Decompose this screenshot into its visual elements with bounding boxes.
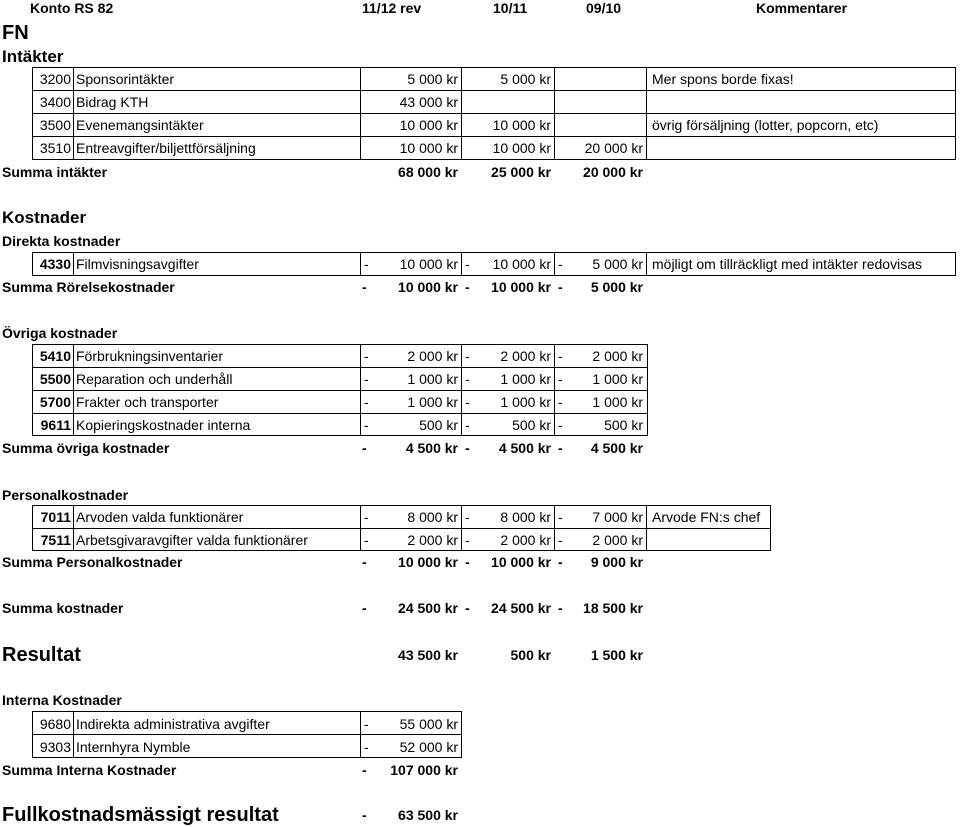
sum-kostnader-label: Summa kostnader	[2, 600, 124, 616]
sum-kostnader-v2: 24 500 kr	[491, 600, 551, 616]
minus-sign: -	[465, 600, 470, 616]
ovrig-name: Frakter och transporter	[76, 394, 219, 410]
ovrig-v2: 2 000 kr	[500, 348, 551, 364]
direkt-v2: 10 000 kr	[492, 256, 551, 272]
minus-sign: -	[465, 348, 470, 364]
intakt-code: 3400	[39, 94, 71, 110]
minus-sign: -	[465, 256, 470, 272]
minus-sign: -	[558, 532, 563, 548]
minus-sign: -	[465, 554, 470, 570]
interna-v1: 55 000 kr	[399, 716, 458, 732]
sum-ovriga-v1: 4 500 kr	[405, 440, 458, 456]
interna-title: Interna Kostnader	[2, 692, 122, 708]
minus-sign: -	[465, 440, 470, 456]
direkt-code: 4330	[39, 256, 71, 272]
ovrig-v1: 500 kr	[419, 417, 458, 433]
minus-sign: -	[558, 394, 563, 410]
resultat-label: Resultat	[2, 644, 81, 666]
sum-direkta-v2: 10 000 kr	[491, 279, 551, 295]
direkt-v3: 5 000 kr	[592, 256, 643, 272]
sum-direkta-v1: 10 000 kr	[398, 279, 458, 295]
intakt-v1: 43 000 kr	[399, 94, 458, 110]
minus-sign: -	[362, 440, 367, 456]
ovriga-title: Övriga kostnader	[2, 325, 118, 341]
minus-sign: -	[364, 256, 369, 272]
personal-comment: Arvode FN:s chef	[652, 509, 761, 525]
ovrig-name: Reparation och underhåll	[76, 371, 233, 387]
minus-sign: -	[558, 509, 563, 525]
personal-code: 7011	[40, 509, 71, 525]
intakter-title: Intäkter	[2, 47, 64, 66]
intakt-name: Sponsorintäkter	[76, 71, 175, 87]
personal-v3: 2 000 kr	[592, 532, 643, 548]
ovrig-v1: 1 000 kr	[407, 371, 458, 387]
ovrig-code: 5500	[39, 371, 71, 387]
sum-intakter-v2: 25 000 kr	[491, 164, 551, 180]
minus-sign: -	[465, 509, 470, 525]
sum-personal-label: Summa Personalkostnader	[2, 554, 183, 570]
interna-name: Indirekta administrativa avgifter	[76, 716, 270, 732]
ovrig-v1: 2 000 kr	[407, 348, 458, 364]
personal-v1: 8 000 kr	[407, 509, 458, 525]
intakt-v1: 5 000 kr	[407, 71, 458, 87]
minus-sign: -	[558, 554, 563, 570]
ovrig-code: 5410	[39, 348, 71, 364]
minus-sign: -	[362, 279, 367, 295]
minus-sign: -	[558, 279, 563, 295]
ovrig-name: Förbrukningsinventarier	[76, 348, 224, 364]
intakt-comment: övrig försäljning (lotter, popcorn, etc)	[652, 117, 879, 133]
minus-sign: -	[558, 440, 563, 456]
minus-sign: -	[364, 394, 369, 410]
intakt-name: Evenemangsintäkter	[76, 117, 204, 133]
resultat-v3: 1 500 kr	[590, 647, 643, 663]
intakt-code: 3510	[39, 140, 71, 156]
minus-sign: -	[364, 417, 369, 433]
resultat-v1: 43 500 kr	[398, 647, 458, 663]
minus-sign: -	[364, 739, 369, 755]
ovrig-v2: 1 000 kr	[500, 394, 551, 410]
minus-sign: -	[362, 554, 367, 570]
minus-sign: -	[558, 371, 563, 387]
personal-name: Arbetsgivaravgifter valda funktionärer	[76, 532, 308, 548]
sum-direkta-v3: 5 000 kr	[590, 279, 643, 295]
intakt-v2: 10 000 kr	[492, 117, 551, 133]
ovrig-v2: 1 000 kr	[500, 371, 551, 387]
intakt-v2: 10 000 kr	[492, 140, 551, 156]
sum-direkta-label: Summa Rörelsekostnader	[2, 279, 175, 295]
personal-v3: 7 000 kr	[592, 509, 643, 525]
header-col-1: 11/12 rev	[362, 0, 422, 16]
unit-title: FN	[2, 22, 29, 44]
ovrig-v3: 500 kr	[604, 417, 643, 433]
minus-sign: -	[364, 348, 369, 364]
sum-intakter-v3: 20 000 kr	[583, 164, 643, 180]
sum-personal-v3: 9 000 kr	[590, 554, 643, 570]
ovrig-v1: 1 000 kr	[407, 394, 458, 410]
minus-sign: -	[465, 371, 470, 387]
sum-personal-v2: 10 000 kr	[491, 554, 551, 570]
minus-sign: -	[362, 600, 367, 616]
sum-ovriga-label: Summa övriga kostnader	[2, 440, 170, 456]
interna-name: Internhyra Nymble	[76, 739, 191, 755]
ovrig-code: 9611	[40, 417, 71, 433]
intakt-v2: 5 000 kr	[500, 71, 551, 87]
minus-sign: -	[364, 532, 369, 548]
sum-interna-label: Summa Interna Kostnader	[2, 762, 177, 778]
resultat-v2: 500 kr	[510, 647, 551, 663]
full-resultat-label: Fullkostnadsmässigt resultat	[2, 804, 279, 826]
interna-code: 9680	[39, 716, 71, 732]
ovrig-code: 5700	[39, 394, 71, 410]
minus-sign: -	[558, 600, 563, 616]
sum-intakter-label: Summa intäkter	[2, 164, 108, 180]
minus-sign: -	[364, 509, 369, 525]
intakt-v3: 20 000 kr	[584, 140, 643, 156]
intakt-v1: 10 000 kr	[399, 140, 458, 156]
minus-sign: -	[465, 394, 470, 410]
ovrig-v2: 500 kr	[512, 417, 551, 433]
sum-ovriga-v2: 4 500 kr	[498, 440, 551, 456]
minus-sign: -	[364, 716, 369, 732]
sum-intakter-v1: 68 000 kr	[398, 164, 458, 180]
minus-sign: -	[465, 279, 470, 295]
minus-sign: -	[558, 348, 563, 364]
intakt-name: Bidrag KTH	[76, 94, 149, 110]
direkta-title: Direkta kostnader	[2, 233, 121, 249]
personal-name: Arvoden valda funktionärer	[76, 509, 244, 525]
minus-sign: -	[362, 807, 367, 823]
header-konto: Konto RS 82	[30, 0, 114, 16]
personal-v2: 8 000 kr	[500, 509, 551, 525]
intakt-name: Entreavgifter/biljettförsäljning	[76, 140, 256, 156]
minus-sign: -	[558, 417, 563, 433]
sum-ovriga-v3: 4 500 kr	[590, 440, 643, 456]
header-col-3: 09/10	[586, 0, 622, 16]
direkt-name: Filmvisningsavgifter	[76, 256, 199, 272]
full-resultat-v1: 63 500 kr	[398, 807, 458, 823]
sum-interna-v1: 107 000 kr	[390, 762, 458, 778]
header-comment: Kommentarer	[756, 0, 848, 16]
interna-code: 9303	[39, 739, 71, 755]
minus-sign: -	[465, 417, 470, 433]
intakt-code: 3200	[39, 71, 71, 87]
sum-kostnader-v3: 18 500 kr	[583, 600, 643, 616]
direkt-v1: 10 000 kr	[399, 256, 458, 272]
ovrig-v3: 1 000 kr	[592, 371, 643, 387]
ovrig-name: Kopieringskostnader interna	[76, 417, 251, 433]
ovrig-v3: 1 000 kr	[592, 394, 643, 410]
intakt-code: 3500	[39, 117, 71, 133]
minus-sign: -	[465, 532, 470, 548]
minus-sign: -	[558, 256, 563, 272]
personal-v1: 2 000 kr	[407, 532, 458, 548]
interna-v1: 52 000 kr	[399, 739, 458, 755]
intakt-v1: 10 000 kr	[399, 117, 458, 133]
kostnader-title: Kostnader	[2, 208, 87, 227]
minus-sign: -	[364, 371, 369, 387]
intakt-comment: Mer spons borde fixas!	[652, 71, 794, 87]
direkt-comment: möjligt om tillräckligt med intäkter redovisas	[652, 256, 922, 272]
header-col-2: 10/11	[493, 0, 528, 16]
sum-personal-v1: 10 000 kr	[398, 554, 458, 570]
sum-kostnader-v1: 24 500 kr	[398, 600, 458, 616]
personal-title: Personalkostnader	[2, 487, 129, 503]
personal-v2: 2 000 kr	[500, 532, 551, 548]
ovrig-v3: 2 000 kr	[592, 348, 643, 364]
minus-sign: -	[362, 762, 367, 778]
personal-code: 7511	[40, 532, 71, 548]
